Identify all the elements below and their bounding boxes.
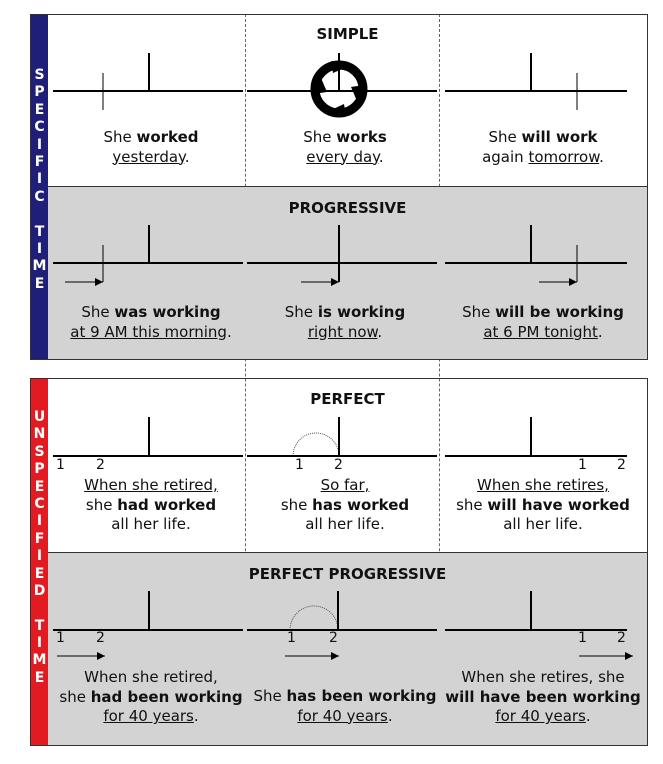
present-progressive-cell (247, 187, 443, 359)
row-title: SIMPLE (316, 25, 379, 43)
specific-time-block (30, 14, 648, 360)
unspecified-time-letter: M (32, 652, 47, 669)
perfect-row (48, 379, 647, 552)
past-perfect-progressive-cell (53, 553, 249, 745)
simple-row (48, 15, 647, 186)
timeline-marker-2: 2 (617, 457, 626, 473)
example-sentence: She is working right now. (284, 303, 406, 341)
unspecified-time-letter: F (34, 530, 45, 547)
timeline-marker-1: 1 (56, 457, 65, 473)
row-title: PERFECT (310, 390, 385, 408)
future-perfect-cell (445, 379, 641, 552)
timeline-marker-2: 2 (617, 630, 626, 646)
specific-time-letter: S (34, 67, 45, 83)
timeline-marker-2: 2 (96, 457, 105, 473)
example-sentence: When she retired, she had worked all her life. (84, 476, 218, 533)
simple-future-cell (445, 15, 641, 186)
specific-time-letter: E (34, 101, 45, 118)
progressive-row (48, 187, 647, 359)
timeline-marker-1: 1 (56, 630, 65, 646)
example-sentence: So far, she has worked all her life. (280, 476, 410, 533)
present-perfect-progressive-cell (247, 553, 443, 745)
present-perfect-cell (247, 379, 443, 552)
timeline-marker-2: 2 (329, 630, 338, 646)
unspecified-time-letter: C (34, 495, 45, 512)
unspecified-time-letter: I (36, 548, 43, 565)
row-title: PROGRESSIVE (288, 199, 407, 217)
example-sentence: When she retires, she will have been working for 40 years. (445, 668, 641, 725)
example-sentence: When she retires, she will have worked all her life. (456, 476, 630, 533)
specific-time-letter: F (34, 153, 45, 170)
unspecified-time-letter: D (33, 582, 46, 599)
row-title: PERFECT PROGRESSIVE (248, 565, 447, 583)
simple-present-cell (247, 15, 443, 186)
unspecified-time-letter: U (33, 409, 46, 425)
specific-time-letter: T (34, 223, 45, 240)
unspecified-time-letter: E (34, 478, 45, 495)
timeline-marker-1: 1 (287, 630, 296, 646)
example-sentence: She has been working for 40 years. (253, 687, 437, 725)
example-sentence: When she retired, she had been working for 40 years. (59, 668, 243, 725)
past-perfect-cell (53, 379, 249, 552)
specific-time-letter: I (36, 136, 43, 153)
example-sentence: She will be working at 6 PM tonight. (462, 303, 624, 341)
example-sentence: She works every day. (303, 128, 387, 166)
specific-time-letter: I (36, 171, 43, 188)
specific-time-letter: E (34, 275, 45, 292)
timeline-marker-1: 1 (578, 457, 587, 473)
unspecified-time-letter: E (34, 565, 45, 582)
timeline-marker-1: 1 (578, 630, 587, 646)
timeline-marker-2: 2 (334, 457, 343, 473)
unspecified-time-letter: P (34, 461, 45, 478)
example-sentence: She will work again tomorrow. (482, 128, 604, 166)
timeline-marker-1: 1 (295, 457, 304, 473)
unspecified-time-block (30, 378, 648, 746)
unspecified-time-letter: T (34, 617, 45, 634)
unspecified-time-letter: N (33, 426, 46, 443)
unspecified-time-letter: I (36, 635, 43, 652)
past-progressive-cell (53, 187, 249, 359)
future-progressive-cell (445, 187, 641, 359)
perfect-progressive-row (48, 553, 647, 745)
specific-time-letter: P (34, 84, 45, 101)
specific-time-letter: M (32, 258, 47, 275)
unspecified-time-letter: S (34, 443, 45, 460)
future-perfect-progressive-cell (445, 553, 641, 745)
example-sentence: She worked yesterday. (103, 128, 199, 166)
unspecified-time-sidebar (31, 379, 48, 745)
timeline-marker-2: 2 (96, 630, 105, 646)
example-sentence: She was working at 9 AM this morning. (70, 303, 232, 341)
specific-time-letter: C (34, 188, 45, 205)
specific-time-letter: C (34, 119, 45, 136)
specific-time-sidebar (31, 15, 48, 359)
simple-past-cell (53, 15, 249, 186)
unspecified-time-letter: I (36, 513, 43, 530)
unspecified-time-letter: E (34, 669, 45, 686)
specific-time-letter: I (36, 240, 43, 257)
